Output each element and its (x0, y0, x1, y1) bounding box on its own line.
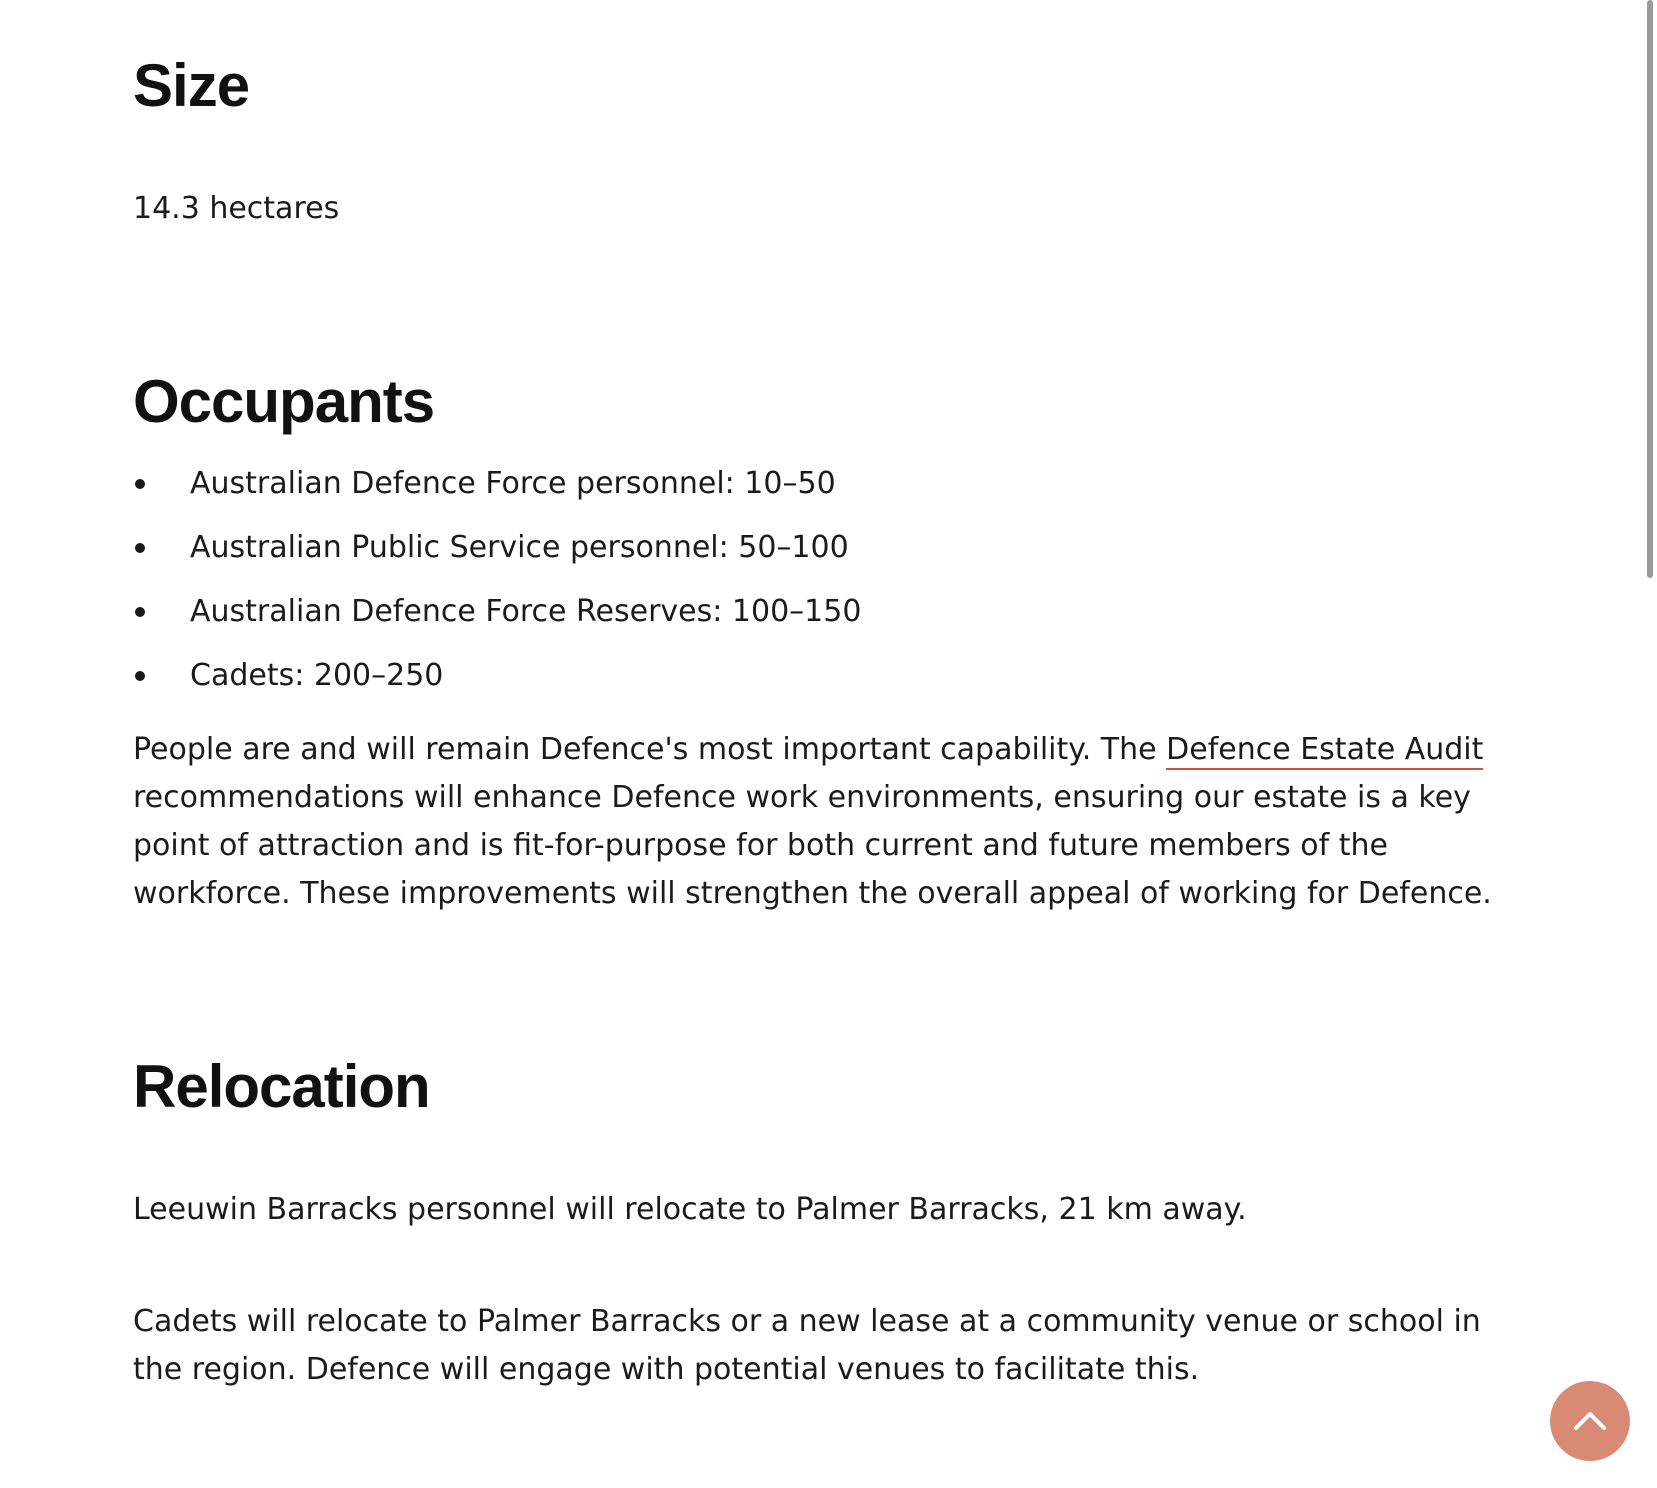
occupant-label: Australian Public Service personnel: 50–100 (190, 530, 849, 565)
defence-estate-audit-link[interactable]: Defence Estate Audit (1166, 732, 1483, 770)
size-heading: Size (133, 52, 250, 119)
chevron-up-icon (1573, 1409, 1607, 1434)
occupants-list (133, 452, 861, 708)
paragraph-text: recommendations will enhance Defence work environments, ensuring our estate is a key point of attraction and is fit-for-purpose for both current and future members of the workforce. These improvements will strengthen the overall appeal of working for Defence. (133, 780, 1492, 911)
list-item (133, 452, 861, 516)
bullet-icon (135, 479, 145, 489)
back-to-top-button[interactable] (1550, 1381, 1630, 1461)
bullet-icon (135, 543, 145, 553)
scrollbar-thumb[interactable] (1647, 0, 1653, 578)
bullet-icon (135, 671, 145, 681)
occupant-label: Cadets: 200–250 (190, 658, 444, 693)
relocation-paragraph-2: Cadets will relocate to Palmer Barracks or a new lease at a community venue or school in the region. Defence will engage with potential venues to facilitate this. (133, 1304, 1481, 1387)
relocation-paragraph-1: Leeuwin Barracks personnel will relocate to Palmer Barracks, 21 km away. (133, 1192, 1247, 1227)
relocation-heading: Relocation (133, 1053, 430, 1120)
occupant-label: Australian Defence Force personnel: 10–50 (190, 466, 836, 501)
size-value: 14.3 hectares (133, 191, 340, 226)
paragraph-text: People are and will remain Defence's most important capability. The (133, 732, 1167, 767)
occupant-label: Australian Defence Force Reserves: 100–150 (190, 594, 862, 629)
occupants-paragraph (133, 726, 1513, 918)
vertical-scrollbar[interactable] (1643, 0, 1657, 1488)
bullet-icon (135, 607, 145, 617)
list-item (133, 644, 861, 708)
list-item (133, 580, 861, 644)
list-item (133, 516, 861, 580)
occupants-heading: Occupants (133, 368, 435, 435)
